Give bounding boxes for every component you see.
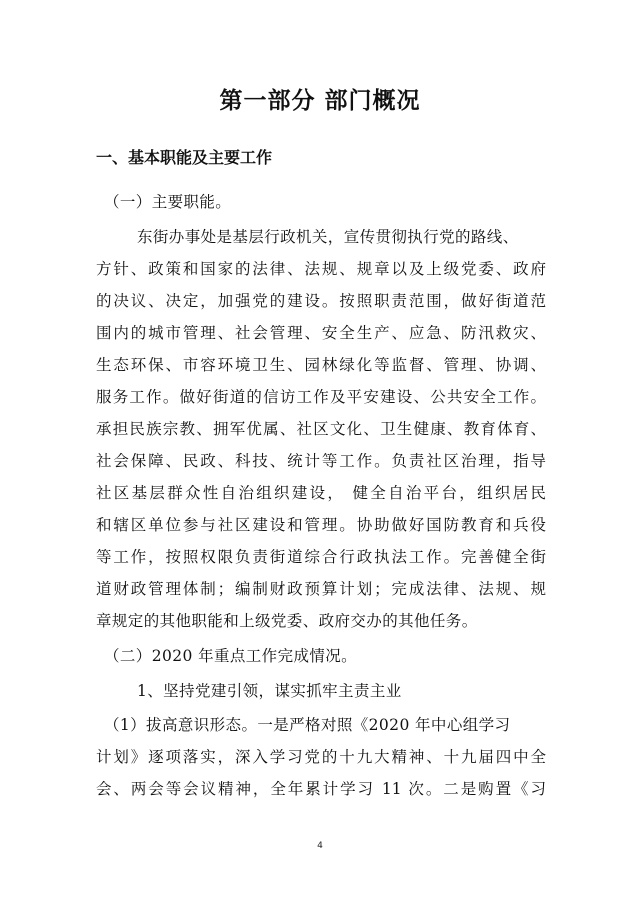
paragraph-line: 承担民族宗教、拥军优属、社区文化、卫生健康、教育体育、 — [96, 420, 546, 438]
paragraph-line: 围内的城市管理、社会管理、安全生产、应急、防汛救灾、 — [96, 324, 546, 342]
paragraph-line: 和辖区单位参与社区建设和管理。协助做好国防教育和兵役 — [96, 516, 546, 534]
paragraph-line: 生态环保、市容环境卫生、园林绿化等监督、管理、协调、 — [96, 356, 546, 374]
subheading-2020-work: （二）2020 年重点工作完成情况。 — [104, 647, 358, 665]
list-item-1: 1、坚持党建引领，谋实抓牢主责主业 — [137, 682, 402, 700]
paragraph-line: 的决议、决定，加强党的建设。按照职责范围，做好街道范 — [96, 292, 546, 310]
paragraph-line: 社区基层群众性自治组织建设， 健全自治平台，组织居民 — [96, 484, 546, 502]
paragraph-line: （1）拔高意识形态。一是严格对照《2020 年中心组学习 — [104, 716, 511, 734]
paragraph-line: 道财政管理体制；编制财政预算计划；完成法律、法规、规 — [96, 580, 546, 598]
paragraph-line: 方针、政策和国家的法律、法规、规章以及上级党委、政府 — [96, 260, 546, 278]
page-title: 第一部分 部门概况 — [219, 88, 421, 114]
paragraph-line: 社会保障、民政、科技、统计等工作。负责社区治理，指导 — [96, 452, 546, 470]
paragraph-line: 会、两会等会议精神，全年累计学习 11 次。二是购置《习 — [96, 780, 546, 798]
section-heading: 一、基本职能及主要工作 — [96, 148, 273, 167]
paragraph-line: 东街办事处是基层行政机关，宣传贯彻执行党的路线、 — [137, 228, 519, 246]
subheading-main-functions: （一）主要职能。 — [104, 193, 232, 211]
paragraph-line: 章规定的其他职能和上级党委、政府交办的其他任务。 — [96, 612, 478, 630]
paragraph-line: 服务工作。做好街道的信访工作及平安建设、公共安全工作。 — [96, 388, 546, 406]
paragraph-line: 等工作，按照权限负责街道综合行政执法工作。完善健全街 — [96, 548, 546, 566]
paragraph-line: 计划》逐项落实，深入学习党的十九大精神、十九届四中全 — [96, 748, 546, 766]
page-number: 4 — [317, 841, 323, 851]
